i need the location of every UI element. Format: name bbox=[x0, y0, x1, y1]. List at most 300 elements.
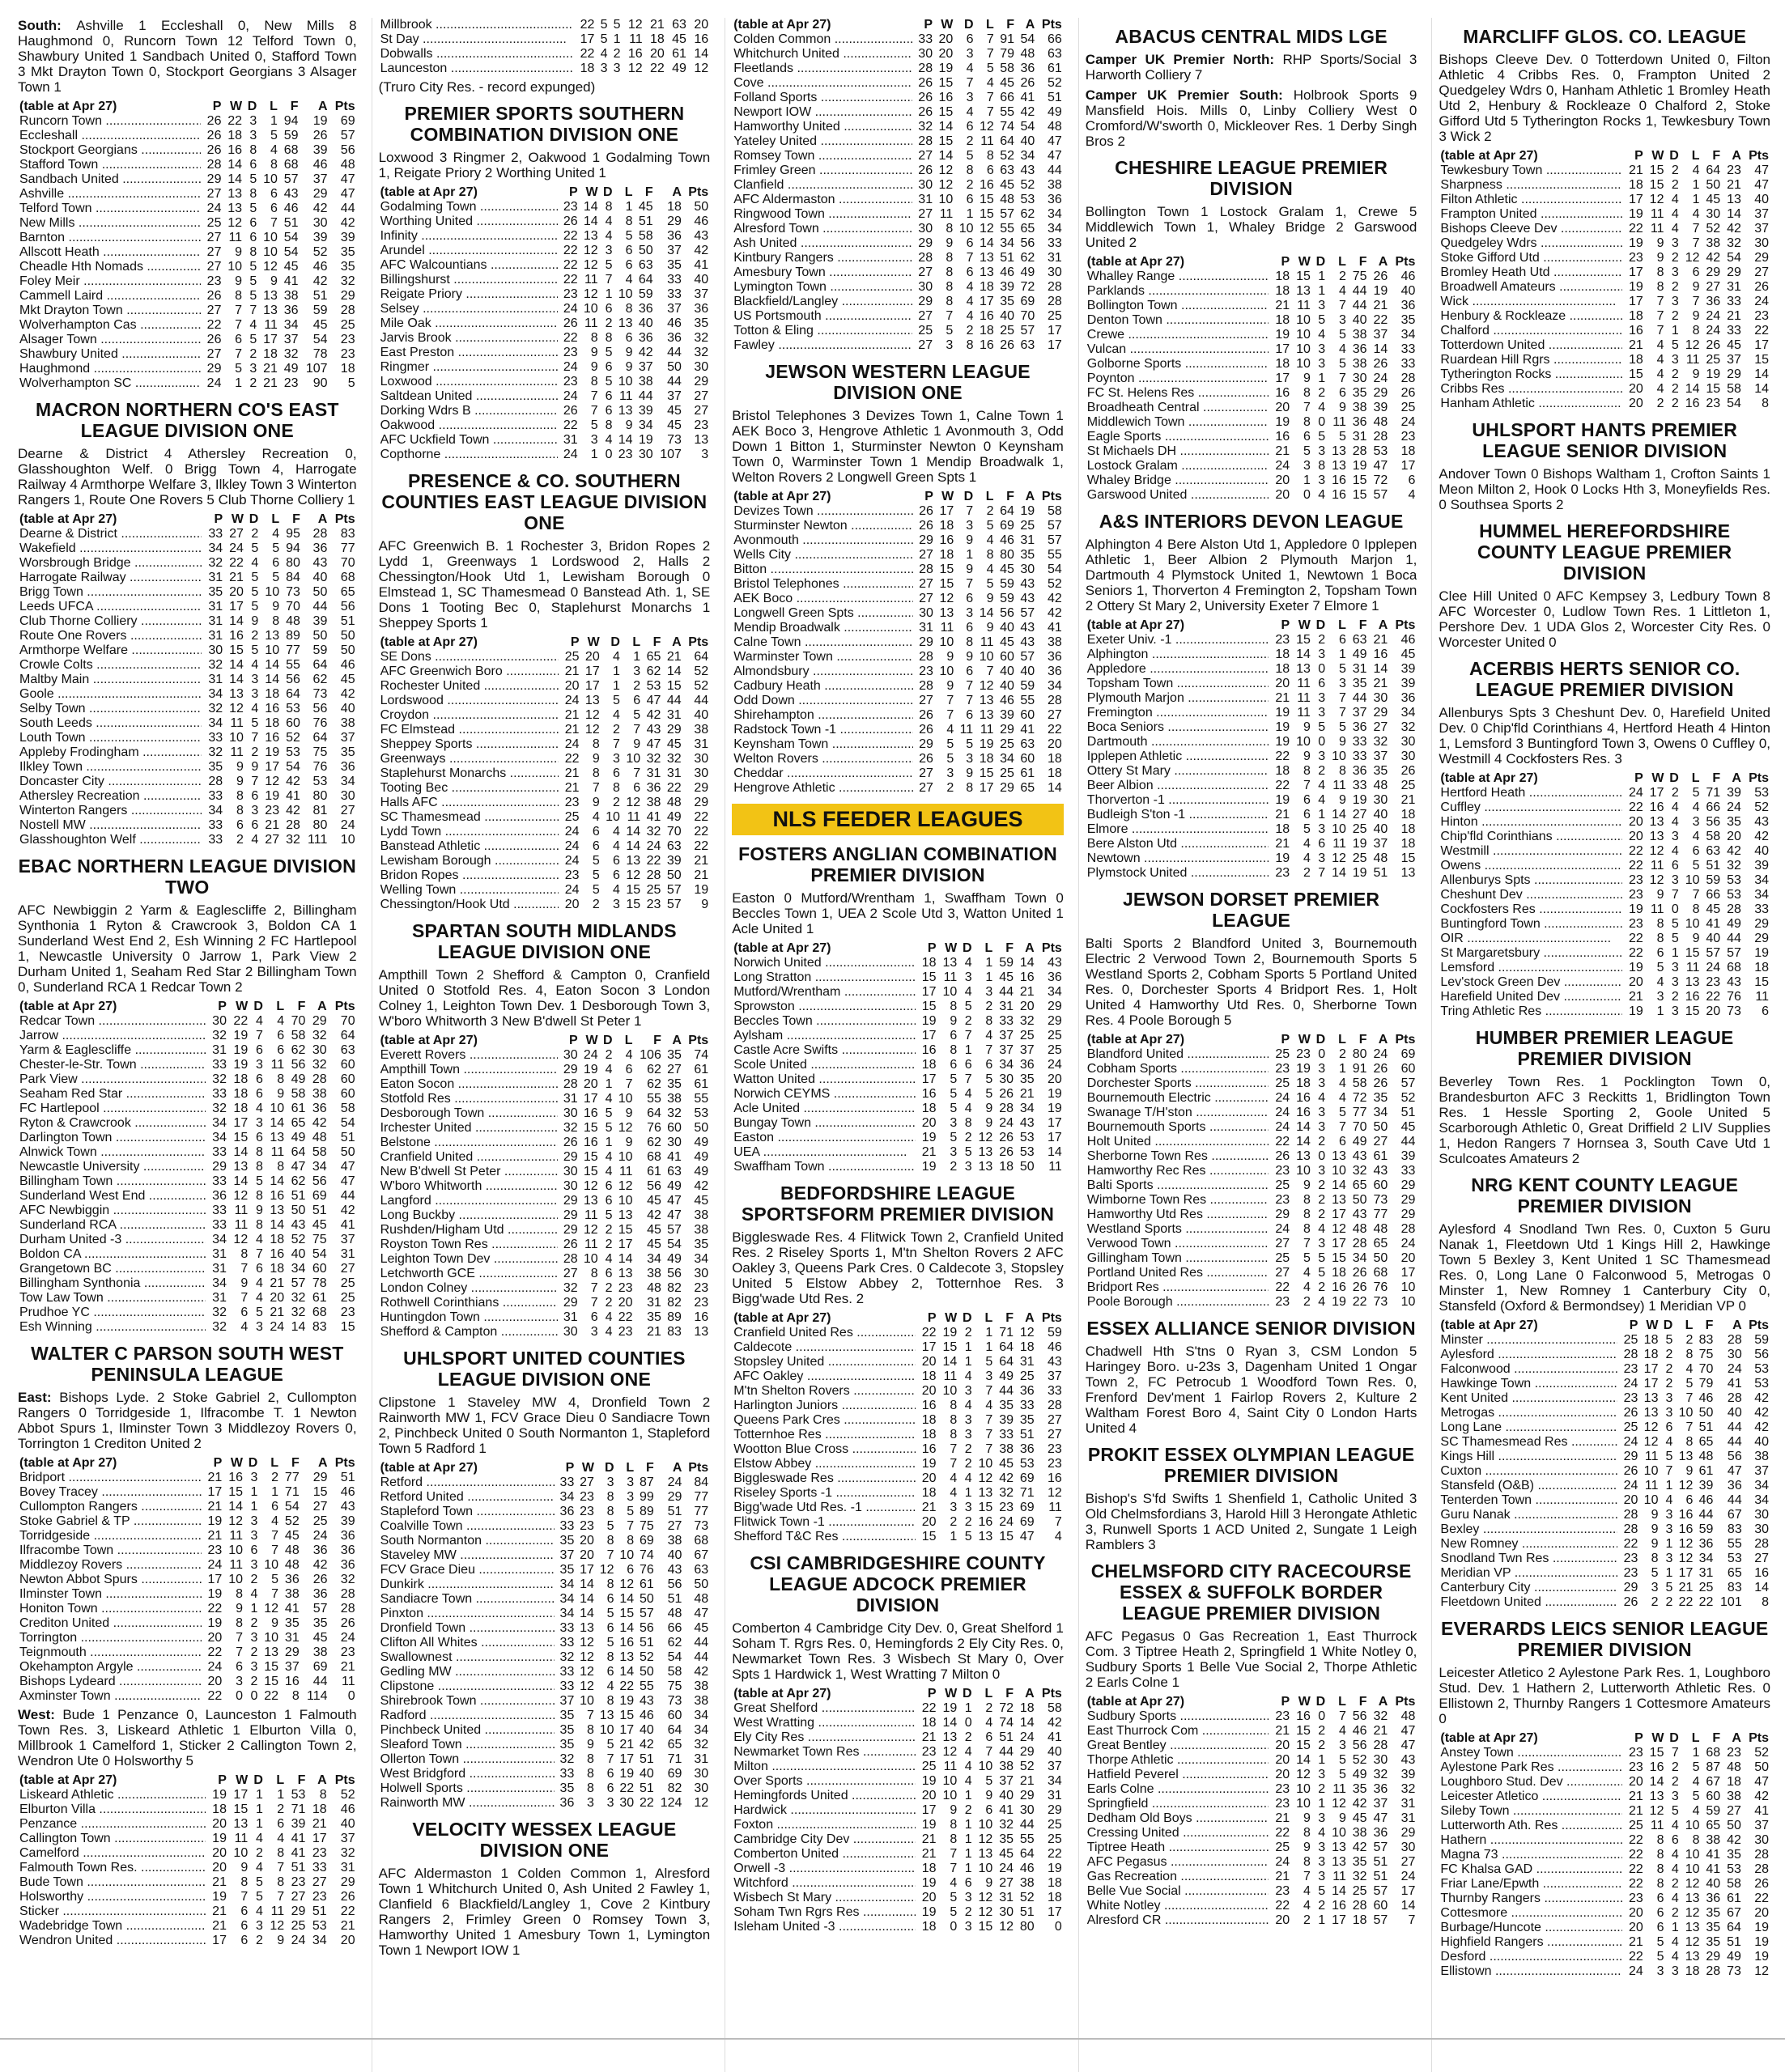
stat-pts: 22 bbox=[1048, 723, 1062, 737]
stat-w: 8 bbox=[946, 280, 954, 294]
stat-a: 13 bbox=[1727, 193, 1741, 206]
stat-a: 67 bbox=[1727, 1508, 1742, 1522]
stat-l: 15 bbox=[626, 898, 641, 911]
header-a: A bbox=[1732, 771, 1741, 785]
stat-l: 3 bbox=[985, 985, 993, 999]
stat-d: 0 bbox=[1318, 415, 1326, 429]
table-row bbox=[379, 1548, 711, 1563]
stat-l: 16 bbox=[1332, 1899, 1346, 1913]
stat-a: 48 bbox=[667, 1607, 682, 1620]
stat-d: 6 bbox=[256, 1087, 263, 1101]
stat-p: 27 bbox=[206, 304, 222, 317]
stat-d: 7 bbox=[966, 577, 974, 591]
stat-a: 42 bbox=[1727, 844, 1741, 858]
team-name: Cheshunt Dev ..... bbox=[1439, 888, 1624, 902]
stat-l: 1 bbox=[985, 1340, 993, 1354]
stat-a: 21 bbox=[1019, 985, 1035, 999]
team-name: Letchworth GCE ..... bbox=[379, 1267, 559, 1281]
stat-p: 22 bbox=[206, 318, 222, 332]
stat-p: 17 bbox=[921, 1072, 937, 1086]
table-row bbox=[732, 1803, 1064, 1818]
table-header bbox=[732, 1311, 1064, 1326]
stat-w: 11 bbox=[584, 316, 598, 330]
stat-a: 45 bbox=[672, 32, 686, 46]
stat-pts: 30 bbox=[1754, 1508, 1769, 1522]
stat-pts: 44 bbox=[340, 1189, 355, 1203]
team-name: Broadwell Amateurs ..... bbox=[1439, 280, 1624, 295]
stat-w: 8 bbox=[592, 737, 600, 751]
stat-a: 49 bbox=[1727, 1950, 1741, 1964]
team-name: Bollington Town ..... bbox=[1086, 299, 1271, 313]
stat-d: 3 bbox=[1318, 1855, 1326, 1869]
stat-f: 62 bbox=[291, 1174, 306, 1188]
stat-f: 55 bbox=[1000, 105, 1015, 119]
stat-f: 24 bbox=[999, 1515, 1014, 1529]
stat-pts: 19 bbox=[1048, 1102, 1062, 1115]
stat-f: 68 bbox=[283, 158, 299, 172]
stat-p: 23 bbox=[919, 664, 933, 678]
stat-l: 10 bbox=[1685, 1848, 1700, 1862]
team-name: Whitchurch United ..... bbox=[732, 47, 914, 62]
stat-d: 3 bbox=[1318, 1768, 1326, 1781]
stat-l: 14 bbox=[265, 658, 280, 672]
stat-p: 20 bbox=[1275, 488, 1290, 502]
stat-pts: 32 bbox=[340, 274, 355, 288]
team-name: Seaham Red Star ..... bbox=[18, 1087, 207, 1102]
stat-p: 28 bbox=[918, 251, 933, 265]
stat-l: 8 bbox=[277, 1875, 285, 1889]
stat-f: 34 bbox=[999, 1058, 1014, 1072]
league-table bbox=[18, 100, 357, 391]
stat-pts: 42 bbox=[1754, 830, 1769, 843]
stat-a: 32 bbox=[312, 1058, 327, 1072]
stat-l: 4 bbox=[1692, 1804, 1700, 1818]
stat-d: 5 bbox=[251, 541, 259, 555]
stat-f: 66 bbox=[1706, 800, 1721, 814]
team-name: Lordswood ..... bbox=[379, 694, 561, 708]
stat-l: 16 bbox=[980, 178, 994, 192]
stat-a: 31 bbox=[1727, 280, 1741, 294]
table-row bbox=[18, 1174, 357, 1189]
stat-d: 5 bbox=[1665, 1333, 1673, 1347]
table-row bbox=[18, 1102, 357, 1116]
stat-p: 29 bbox=[563, 1296, 578, 1310]
table-row bbox=[1086, 1280, 1417, 1295]
stat-pts: 25 bbox=[1048, 309, 1062, 323]
stat-d: 3 bbox=[1318, 706, 1326, 720]
team-name: Stafford Town ..... bbox=[18, 158, 202, 172]
stat-pts: 27 bbox=[1048, 1413, 1062, 1427]
stat-l: 21 bbox=[619, 1738, 635, 1751]
stat-a: 76 bbox=[312, 760, 328, 774]
stat-pts: 56 bbox=[1754, 1348, 1769, 1361]
table-row bbox=[379, 854, 711, 868]
team-name: Ely City Res ..... bbox=[732, 1730, 917, 1745]
stat-d: 4 bbox=[1671, 1862, 1679, 1876]
stat-pts: 32 bbox=[340, 1846, 355, 1860]
stat-a: 29 bbox=[312, 187, 328, 201]
stat-a: 53 bbox=[1727, 1862, 1741, 1876]
table-row bbox=[732, 592, 1064, 606]
stat-l: 17 bbox=[618, 1238, 633, 1251]
stat-p: 18 bbox=[580, 62, 595, 75]
stat-f: 26 bbox=[1000, 338, 1015, 352]
table-row bbox=[18, 187, 357, 202]
team-name: Cove ..... bbox=[732, 76, 914, 91]
header-f: F bbox=[652, 635, 661, 649]
stat-a: 15 bbox=[312, 1485, 328, 1499]
stat-l: 7 bbox=[625, 1077, 633, 1091]
stat-f: 30 bbox=[1352, 372, 1367, 385]
stat-p: 24 bbox=[563, 448, 578, 461]
team-name: Radstock Town -1 ..... bbox=[732, 723, 914, 737]
stat-w: 0 bbox=[236, 1689, 244, 1703]
stat-pts: 39 bbox=[1400, 662, 1416, 676]
stat-a: 39 bbox=[312, 231, 328, 244]
stat-d: 3 bbox=[966, 606, 974, 620]
stat-d: 6 bbox=[249, 231, 257, 244]
stat-w: 18 bbox=[233, 1072, 249, 1086]
stat-w: 8 bbox=[1656, 1877, 1664, 1891]
stat-f: 37 bbox=[999, 1774, 1014, 1788]
stat-pts: 63 bbox=[1048, 47, 1062, 61]
team-name: AFC Oakley ..... bbox=[732, 1369, 917, 1384]
stat-w: 18 bbox=[227, 129, 243, 142]
stat-pts: 42 bbox=[340, 216, 355, 230]
stat-d: 6 bbox=[606, 1592, 614, 1606]
stat-a: 51 bbox=[1019, 1428, 1035, 1441]
table-row bbox=[379, 1592, 711, 1607]
stat-d: 2 bbox=[1318, 1724, 1326, 1738]
stat-d: 1 bbox=[256, 1817, 263, 1831]
stat-p: 21 bbox=[564, 664, 580, 678]
table-row bbox=[379, 1194, 711, 1208]
stat-pts: 42 bbox=[694, 244, 709, 257]
stat-pts: 45 bbox=[694, 1621, 709, 1635]
team-name: Doncaster City ..... bbox=[18, 775, 203, 789]
table-row bbox=[1439, 1508, 1770, 1522]
stat-a: 55 bbox=[1020, 694, 1035, 707]
stat-f: 83 bbox=[1698, 1333, 1714, 1347]
stat-pts: 17 bbox=[1048, 324, 1062, 338]
stat-pts: 44 bbox=[694, 694, 709, 707]
stat-d: 6 bbox=[251, 818, 259, 832]
header-date: (table at Apr 27) bbox=[1440, 1318, 1538, 1332]
table-row bbox=[1439, 1348, 1770, 1362]
stat-f: 42 bbox=[286, 775, 300, 788]
stat-l: 17 bbox=[1678, 1566, 1694, 1580]
stat-pts: 27 bbox=[694, 404, 709, 418]
stat-w: 8 bbox=[1651, 1552, 1659, 1565]
stat-l: 14 bbox=[1332, 1178, 1346, 1192]
stat-pts: 38 bbox=[694, 1679, 709, 1693]
stat-l: 14 bbox=[979, 606, 994, 620]
table-row bbox=[1439, 946, 1770, 961]
stat-pts: 19 bbox=[694, 883, 709, 897]
header-p: P bbox=[218, 1773, 227, 1787]
stat-pts: 44 bbox=[1048, 163, 1062, 177]
stat-p: 29 bbox=[563, 1063, 578, 1076]
stat-f: 50 bbox=[291, 1204, 306, 1217]
stat-p: 26 bbox=[919, 708, 933, 722]
stat-w: 2 bbox=[950, 1160, 958, 1174]
stat-d: 1 bbox=[964, 1789, 972, 1802]
stat-f: 49 bbox=[1352, 648, 1367, 661]
table-row bbox=[1439, 1377, 1770, 1391]
stat-w: 4 bbox=[592, 810, 600, 824]
table-row bbox=[1086, 270, 1417, 284]
stat-a: 52 bbox=[312, 245, 328, 259]
table-row bbox=[732, 1730, 1064, 1745]
stat-l: 12 bbox=[980, 120, 994, 134]
stat-pts: 50 bbox=[694, 1121, 709, 1135]
stat-p: 19 bbox=[1275, 793, 1290, 807]
stat-pts: 31 bbox=[694, 1752, 709, 1766]
stat-p: 34 bbox=[208, 804, 223, 817]
league-table bbox=[1086, 1033, 1417, 1310]
stat-a: 42 bbox=[1727, 222, 1741, 236]
stat-f: 42 bbox=[1352, 1797, 1367, 1811]
team-name: Ollerton Town ..... bbox=[379, 1752, 556, 1767]
stat-p: 30 bbox=[918, 280, 933, 294]
stat-l: 3 bbox=[627, 1490, 635, 1504]
stat-l: 12 bbox=[978, 1131, 993, 1144]
stat-d: 4 bbox=[605, 1092, 613, 1106]
team-name: Garswood United ..... bbox=[1086, 488, 1271, 503]
stat-a: 48 bbox=[1373, 851, 1388, 865]
stat-a: 80 bbox=[312, 818, 328, 832]
stat-pts: 37 bbox=[1048, 1760, 1062, 1773]
table-row bbox=[18, 585, 357, 600]
team-name: Hertford Heath ..... bbox=[1439, 786, 1624, 800]
stat-a: 46 bbox=[312, 260, 328, 274]
stat-d: 4 bbox=[964, 1774, 972, 1788]
team-name: Ilkley Town ..... bbox=[18, 760, 203, 775]
stat-p: 17 bbox=[1628, 193, 1643, 206]
stat-a: 42 bbox=[1020, 105, 1035, 119]
stat-w: 11 bbox=[584, 1208, 598, 1222]
stat-f: 80 bbox=[1352, 1047, 1367, 1061]
stat-l: 16 bbox=[980, 338, 994, 352]
table-row bbox=[18, 804, 357, 818]
table-row bbox=[1086, 808, 1417, 822]
stat-pts: 30 bbox=[1754, 1833, 1769, 1847]
stat-a: 76 bbox=[1727, 990, 1741, 1004]
stat-d: 1 bbox=[605, 1077, 613, 1091]
stat-l: 18 bbox=[980, 324, 994, 338]
stat-a: 26 bbox=[312, 1573, 328, 1586]
table-row bbox=[1439, 222, 1770, 236]
table-row bbox=[1439, 1921, 1770, 1935]
stat-p: 20 bbox=[921, 1471, 937, 1485]
team-name: Highfield Rangers ..... bbox=[1439, 1935, 1624, 1950]
header-w: W bbox=[1298, 618, 1311, 632]
stat-d: 2 bbox=[1671, 178, 1679, 192]
stat-pts: 31 bbox=[340, 1861, 355, 1875]
stat-l: 6 bbox=[277, 1029, 285, 1042]
results-text: Biggleswade Res. 4 Flitwick Town 2, Cranfield United Res. 2 Riseley Sports 1, M'tn Shelton Rovers 2 AFC Oakley 3, Queens Park Cres. 0 Caldecote 3, Stopsley United 5 Elstow Abbey 2, Totternhoe Res. 3 Bigg'wade Utd Res. 2 bbox=[732, 1229, 1064, 1306]
table-row bbox=[18, 318, 357, 333]
table-header bbox=[379, 1461, 711, 1475]
team-name: Middlezoy Rovers ..... bbox=[18, 1558, 203, 1573]
stat-a: 80 bbox=[312, 789, 328, 803]
stat-l: 5 bbox=[1338, 662, 1346, 676]
stat-f: 20 bbox=[1706, 1004, 1721, 1018]
stat-p: 33 bbox=[559, 1621, 575, 1635]
stat-p: 21 bbox=[564, 708, 580, 722]
league-title: UHLSPORT HANTS PREMIER LEAGUE SENIOR DIVISION bbox=[1472, 419, 1738, 461]
stat-w: 9 bbox=[592, 796, 600, 809]
stat-f: 54 bbox=[284, 1500, 300, 1514]
stat-l: 12 bbox=[263, 260, 278, 274]
stat-a: 83 bbox=[667, 1325, 682, 1339]
stat-a: 36 bbox=[667, 229, 682, 243]
stat-d: 3 bbox=[1318, 1062, 1326, 1076]
header-d: D bbox=[963, 941, 972, 955]
stat-a: 73 bbox=[1727, 1004, 1741, 1018]
stat-a: 35 bbox=[667, 1048, 682, 1062]
stat-pts: 60 bbox=[340, 1058, 355, 1072]
stat-l: 12 bbox=[978, 1905, 993, 1919]
table-row bbox=[1086, 1884, 1417, 1899]
table-row bbox=[732, 1369, 1064, 1384]
stat-f: 80 bbox=[1000, 548, 1014, 562]
stat-l: 10 bbox=[618, 1194, 633, 1208]
stat-d: 8 bbox=[249, 245, 257, 259]
header-a: A bbox=[1732, 1318, 1742, 1332]
stat-l: 13 bbox=[1332, 1841, 1346, 1854]
stat-d: 4 bbox=[1318, 488, 1326, 502]
table-row bbox=[18, 1306, 357, 1320]
stat-l: 4 bbox=[270, 143, 278, 157]
header-p: P bbox=[924, 18, 933, 32]
stat-l: 23 bbox=[265, 804, 280, 817]
stat-pts: 20 bbox=[1048, 1072, 1062, 1086]
stat-l: 30 bbox=[619, 1796, 635, 1810]
table-row bbox=[732, 1891, 1064, 1905]
stat-pts: 22 bbox=[1754, 324, 1769, 338]
league-title: BEDFORDSHIRE LEAGUE SPORTSFORM PREMIER DIVISION bbox=[741, 1182, 1055, 1225]
stat-a: 36 bbox=[1373, 1826, 1388, 1840]
stat-f: 65 bbox=[1352, 1178, 1367, 1192]
stat-pts: 30 bbox=[694, 1267, 709, 1280]
stat-w: 18 bbox=[939, 519, 954, 533]
stat-l: 5 bbox=[1685, 1377, 1694, 1391]
table-row bbox=[1086, 1782, 1417, 1797]
stat-a: 46 bbox=[667, 316, 682, 330]
stat-w: 8 bbox=[587, 1781, 594, 1795]
stat-l: 23 bbox=[618, 1325, 633, 1339]
stat-a: 27 bbox=[1373, 1135, 1388, 1149]
stat-a: 39 bbox=[1373, 401, 1388, 414]
stat-p: 34 bbox=[559, 1490, 575, 1504]
stat-d: 2 bbox=[613, 796, 620, 809]
results-text: Balti Sports 2 Blandford United 3, Bournemouth Electric 2 Verwood Town 2, Bournemouth Sports 5 Westland Sports 2, Cobham Sports 5 Portland United Res. 0, Dorchester Sports 4 Bridport Res. 1, Holt United 4 Hamworthy Utd Res. 0, Sherborne Town Res. 4 Poole Borough 5 bbox=[1085, 936, 1417, 1028]
stat-pts: 13 bbox=[694, 433, 709, 447]
stat-f: 60 bbox=[1000, 650, 1014, 664]
stat-f: 45 bbox=[647, 1223, 661, 1237]
stat-f: 41 bbox=[646, 810, 661, 824]
stat-p: 24 bbox=[1623, 1377, 1638, 1391]
team-name: Sturminster Newton ..... bbox=[732, 519, 914, 533]
team-name: Kent United ..... bbox=[1439, 1391, 1619, 1406]
stat-l: 6 bbox=[633, 694, 641, 707]
stat-a: 8 bbox=[319, 1788, 327, 1802]
stat-pts: 24 bbox=[1400, 1237, 1416, 1250]
stat-d: 0 bbox=[1318, 662, 1326, 676]
stat-pts: 47 bbox=[1400, 1724, 1416, 1738]
column-2 bbox=[372, 18, 711, 2072]
stat-w: 8 bbox=[950, 1399, 958, 1412]
stat-d: 5 bbox=[1318, 1251, 1326, 1265]
stat-f: 29 bbox=[284, 1645, 300, 1659]
table-row bbox=[18, 1072, 357, 1087]
stat-pts: 32 bbox=[694, 1738, 709, 1751]
stat-f: 44 bbox=[638, 389, 653, 403]
table-row bbox=[379, 200, 711, 214]
team-name: Magna 73 ..... bbox=[1439, 1848, 1624, 1862]
stat-f: 35 bbox=[1352, 386, 1367, 400]
table-row bbox=[379, 389, 711, 404]
stat-f: 32 bbox=[999, 1818, 1014, 1832]
stat-l: 12 bbox=[1685, 1935, 1700, 1949]
stat-a: 38 bbox=[667, 1092, 682, 1106]
team-name: Cressing United ..... bbox=[1086, 1826, 1271, 1841]
team-name: Millbrook ..... bbox=[379, 18, 575, 32]
team-name: Ilminster Town ..... bbox=[18, 1587, 203, 1602]
header-l: L bbox=[1338, 618, 1346, 632]
stat-w: 6 bbox=[240, 1934, 249, 1947]
stat-w: 3 bbox=[590, 433, 598, 447]
stat-d: 6 bbox=[249, 216, 257, 230]
team-name: Fleetlands ..... bbox=[732, 62, 914, 76]
table-row bbox=[1086, 706, 1417, 720]
table-row bbox=[18, 745, 357, 760]
stat-f: 33 bbox=[1352, 735, 1367, 749]
header-d: D bbox=[602, 1034, 613, 1047]
header-d: D bbox=[248, 1456, 258, 1470]
stat-a: 28 bbox=[312, 527, 328, 541]
header-pts: Pts bbox=[688, 1461, 709, 1475]
stat-pts: 48 bbox=[1400, 1709, 1416, 1723]
table-row bbox=[18, 1145, 357, 1160]
stat-w: 8 bbox=[1303, 764, 1311, 778]
team-name: Brigg Town ..... bbox=[18, 585, 203, 600]
stat-w: 3 bbox=[587, 1796, 594, 1810]
stat-l: 6 bbox=[271, 1500, 279, 1514]
stat-a: 51 bbox=[312, 1204, 327, 1217]
stat-f: 64 bbox=[1706, 163, 1721, 177]
stat-p: 25 bbox=[918, 324, 933, 338]
stat-l: 13 bbox=[263, 289, 278, 303]
stat-d: 2 bbox=[1318, 1280, 1326, 1294]
team-name: Metrogas ..... bbox=[1439, 1406, 1619, 1420]
team-name: Springfield ..... bbox=[1086, 1797, 1271, 1811]
stat-l: 6 bbox=[625, 1063, 633, 1076]
team-name: South Leeds ..... bbox=[18, 716, 203, 731]
stat-d: 3 bbox=[1671, 961, 1679, 974]
team-name: Glasshoughton Welf ..... bbox=[18, 833, 203, 847]
team-name: Pinxton ..... bbox=[379, 1607, 556, 1621]
stat-p: 24 bbox=[207, 1558, 223, 1572]
stat-p: 33 bbox=[208, 789, 223, 803]
stat-a: 72 bbox=[1020, 280, 1035, 294]
stat-f: 32 bbox=[1352, 1164, 1367, 1178]
stat-l: 11 bbox=[270, 1058, 285, 1072]
stat-d: 7 bbox=[1671, 1746, 1679, 1760]
stat-p: 20 bbox=[921, 1891, 937, 1904]
stat-f: 46 bbox=[283, 202, 299, 215]
